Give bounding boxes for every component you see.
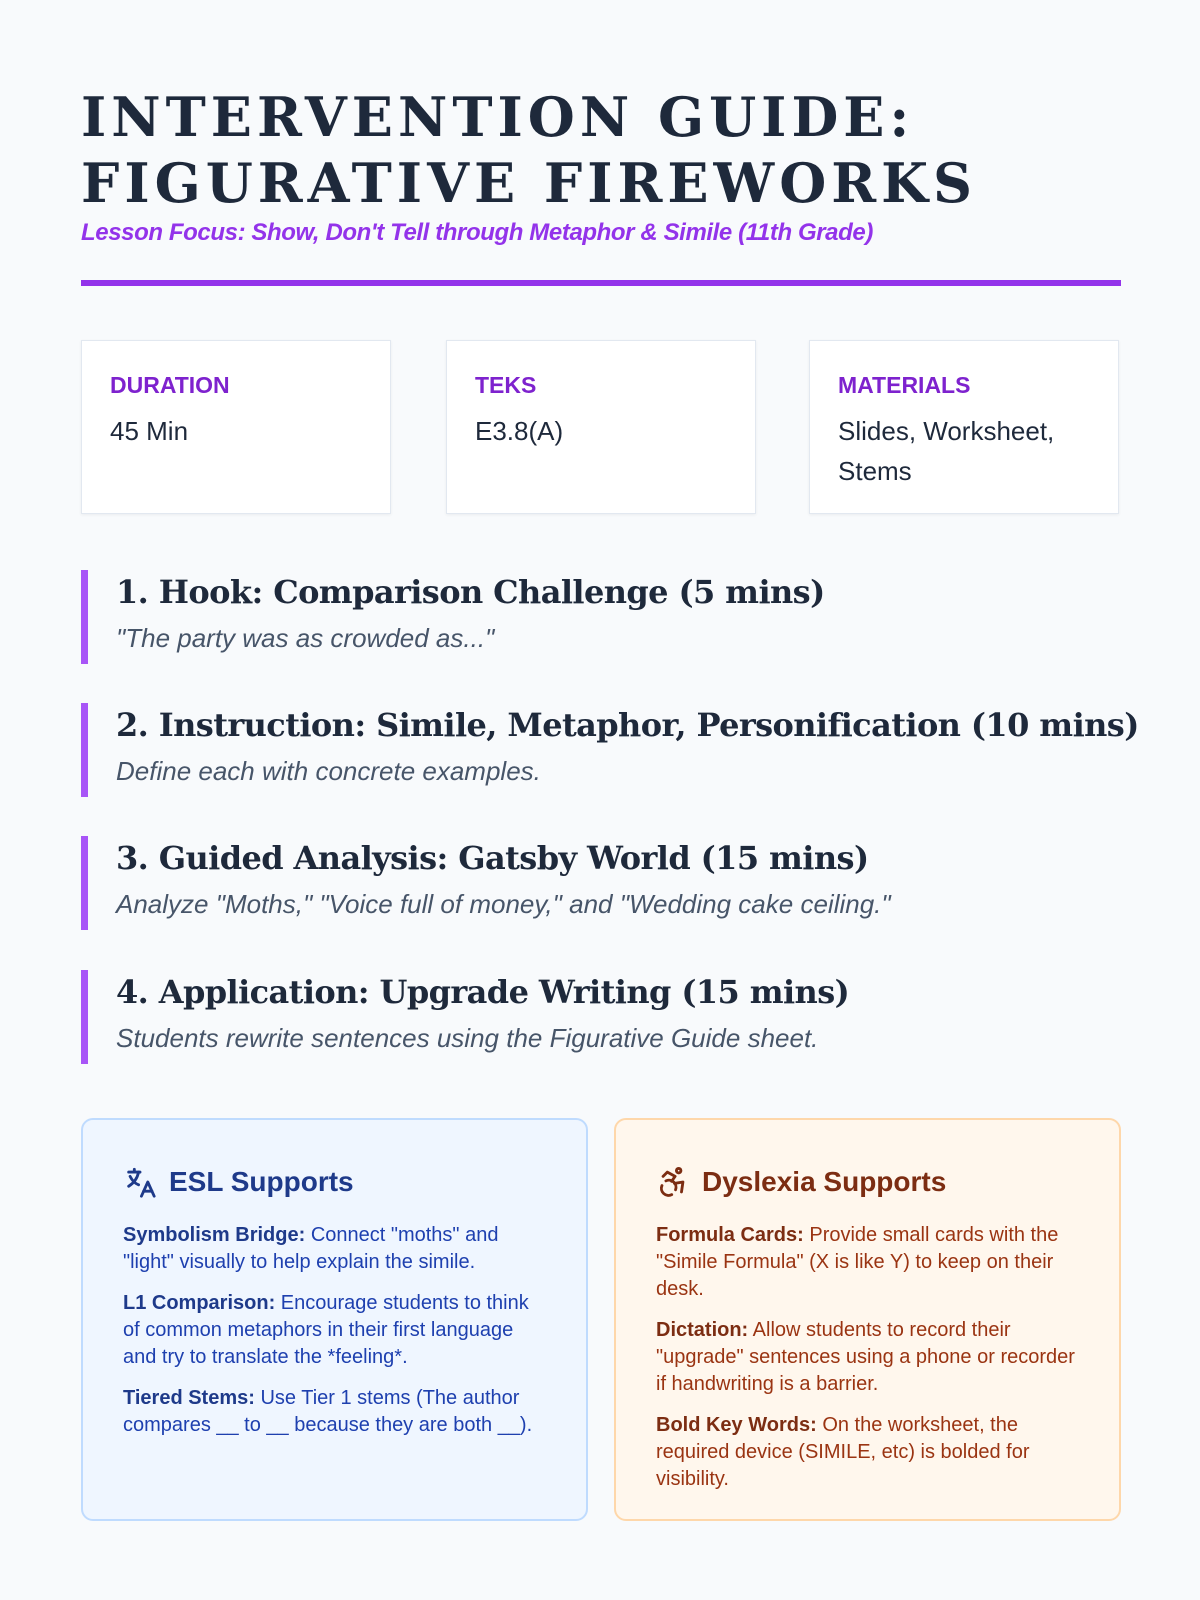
dyslexia-supports-title: Dyslexia Supports [702,1166,947,1197]
tip-label: Formula Cards: [656,1224,804,1246]
step-title: 4. Application: Upgrade Writing (15 mins) [116,973,850,1011]
tip-text: Allow students to record their "upgrade" sentences using a phone or recorder if handwriting is a barrier. [656,1319,1075,1395]
step-instruction [81,703,1139,797]
teks-card [446,340,756,514]
step-description: Analyze "Moths," "Voice full of money," and "Wedding cake ceiling." [116,889,891,919]
tip-label: Bold Key Words: [656,1414,817,1436]
step-description: Students rewrite sentences using the Figurative Guide sheet. [116,1023,819,1053]
accessibility-icon [656,1165,690,1199]
dyslexia-tip-dictation [656,1317,1079,1398]
step-description: "The party was as crowded as..." [116,623,495,653]
duration-value: 45 Min [110,416,189,446]
title-line-1: INTERVENTION GUIDE: [81,85,915,149]
tip-label: Symbolism Bridge: [123,1224,306,1246]
tip-text: Provide small cards with the "Simile Formula" (X is like Y) to keep on their desk. [656,1224,1059,1300]
tip-text: Encourage students to think of common metaphors in their first language and try to translate the *feeling*. [123,1292,529,1368]
tip-label: L1 Comparison: [123,1292,276,1314]
tip-text: On the worksheet, the required device (SIMILE, etc) is bolded for visibility. [656,1414,1030,1490]
esl-tip-tiered-stems [123,1385,546,1439]
step-title: 2. Instruction: Simile, Metaphor, Personification (10 mins) [116,706,1139,744]
esl-supports-title: ESL Supports [169,1166,354,1197]
duration-card [81,340,391,514]
esl-supports-header [123,1162,546,1202]
lesson-focus-subtitle: Lesson Focus: Show, Don't Tell through Metaphor & Simile (11th Grade) [81,219,873,246]
step-hook [81,570,1121,664]
dyslexia-supports-panel [614,1118,1121,1521]
header-divider [81,280,1121,286]
esl-tip-symbolism-bridge [123,1222,546,1276]
esl-supports-panel [81,1118,588,1521]
step-title: 3. Guided Analysis: Gatsby World (15 mins) [116,839,869,877]
materials-value: Slides, Worksheet, Stems [838,416,1055,486]
step-description: Define each with concrete examples. [116,756,541,786]
title-line-2: FIGURATIVE FIREWORKS [81,151,978,215]
tip-label: Tiered Stems: [123,1387,255,1409]
page-title [81,84,977,216]
translate-icon [123,1165,157,1199]
materials-label: MATERIALS [838,372,971,398]
materials-card [809,340,1119,514]
dyslexia-supports-header [656,1162,1079,1202]
dyslexia-tip-bold-key-words [656,1412,1079,1493]
tip-text: Connect "moths" and "light" visually to help explain the simile. [123,1224,499,1273]
step-title: 1. Hook: Comparison Challenge (5 mins) [116,573,825,611]
step-guided-analysis [81,836,1121,930]
dyslexia-tip-formula-cards [656,1222,1079,1303]
tip-text: Use Tier 1 stems (The author compares __ to __ because they are both __). [123,1387,533,1436]
esl-tip-l1-comparison [123,1290,546,1371]
tip-label: Dictation: [656,1319,749,1341]
teks-value: E3.8(A) [475,416,564,446]
teks-label: TEKS [475,372,537,398]
step-application [81,970,1121,1064]
duration-label: DURATION [110,372,230,398]
